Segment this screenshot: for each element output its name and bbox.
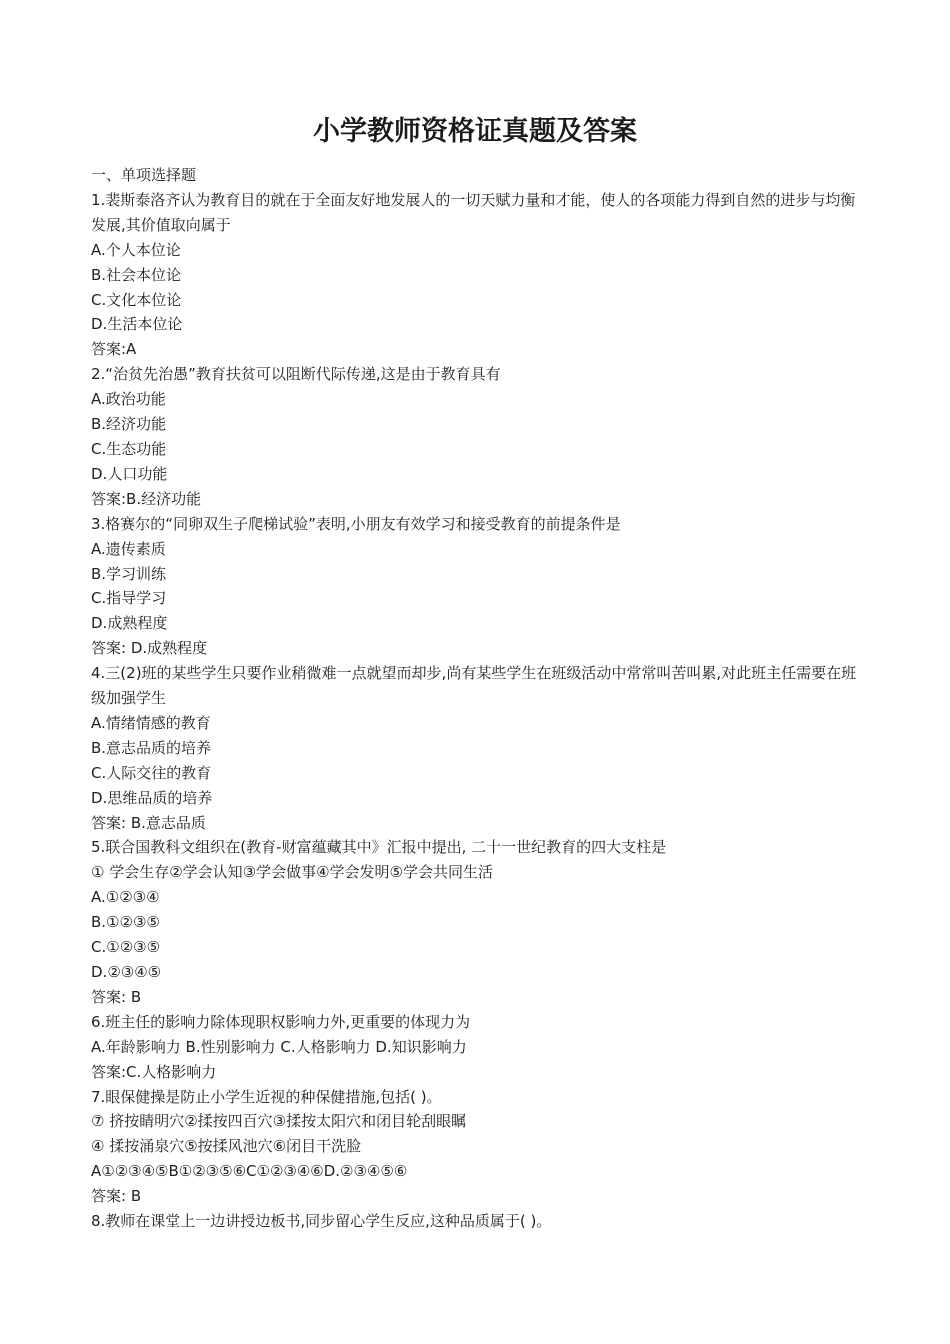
option-row: A①②③④⑤B①②③⑤⑥C①②③④⑥D.②③④⑤⑥: [91, 1162, 408, 1181]
option: D.②③④⑤: [91, 963, 162, 981]
answer: 答案: B: [91, 987, 142, 1006]
question-1: 1.裴斯泰洛齐认为教育目的就在于全面友好地发展人的一切天赋力量和才能，使人的各项能力得到自然的进步与均衡发展,其价值取向属于: [91, 190, 856, 234]
option: D.成熟程度: [91, 614, 168, 633]
question-7: 7.眼保健操是防止小学生近视的种保健措施,包括( )。: [91, 1087, 442, 1106]
option: C.①②③⑤: [91, 938, 161, 957]
option: B.学习训练: [91, 564, 167, 583]
option: C.指导学习: [91, 589, 167, 608]
document-body: [91, 163, 866, 1234]
option: A.个人本位论: [91, 240, 181, 259]
question-statement: ① 学会生存②学会认知③学会做事④学会发明⑤学会共同生活: [91, 863, 494, 882]
answer: 答案:A: [91, 340, 137, 359]
question-6: 6.班主任的影响力除体现职权影响力外,更重要的体现力为: [91, 1012, 471, 1031]
answer: 答案:C.人格影响力: [91, 1062, 217, 1081]
answer: 答案: B: [91, 1187, 142, 1206]
option: A.遗传素质: [91, 539, 166, 558]
answer: 答案: B.意志品质: [91, 813, 206, 832]
question-8: 8.教师在课堂上一边讲授边板书,同步留心学生反应,这种品质属于( )。: [91, 1212, 552, 1231]
option: C.人际交往的教育: [91, 763, 212, 782]
answer: 答案: D.成熟程度: [91, 639, 208, 658]
document-title: 小学教师资格证真题及答案: [313, 116, 637, 147]
option: B.①②③⑤: [91, 913, 160, 932]
answer: 答案:B.经济功能: [91, 489, 202, 508]
option: D.人口功能: [91, 464, 168, 483]
option: A.政治功能: [91, 390, 166, 409]
option-row: A.年龄影响力 B.性别影响力 C.人格影响力 D.知识影响力: [91, 1037, 467, 1056]
question-5: 5.联合国教科文组织在(教育-财富蕴藏其中》汇报中提出, 二十一世纪教育的四大支柱是: [91, 838, 667, 857]
option: C.文化本位论: [91, 290, 182, 309]
option: D.思维品质的培养: [91, 788, 213, 807]
option: C.生态功能: [91, 439, 167, 458]
option: A.情绪情感的教育: [91, 713, 211, 732]
question-3: 3.格赛尔的“同卵双生子爬梯试验”表明,小朋友有效学习和接受教育的前提条件是: [91, 514, 621, 533]
option: B.经济功能: [91, 415, 167, 434]
question-statement: ④ 揉按涌泉穴⑤按揉风池穴⑥闭目干洗脸: [91, 1137, 362, 1156]
question-statement: ⑦ 挤按睛明穴②揉按四百穴③揉按太阳穴和闭目轮刮眼瞩: [91, 1112, 467, 1131]
option: D.生活本位论: [91, 315, 183, 334]
option: A.①②③④: [91, 888, 160, 907]
option: B.意志品质的培养: [91, 738, 212, 757]
question-4: 4.三(2)班的某些学生只要作业稍微难一点就望而却步,尚有某些学生在班级活动中常常叫苦叫累,对此班主任需要在班级加强学生: [91, 664, 857, 708]
option: B.社会本位论: [91, 265, 182, 284]
question-2: 2.“治贫先治愚”教育扶贫可以阻断代际传递,这是由于教育具有: [91, 365, 501, 384]
section-heading: 一、单项选择题: [91, 166, 197, 184]
